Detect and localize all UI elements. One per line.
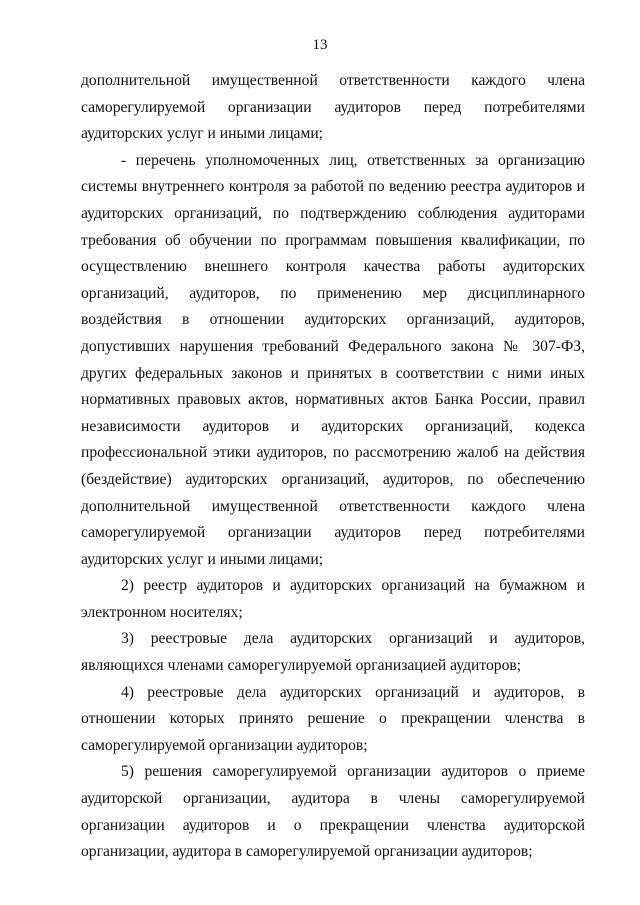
paragraph-continuation: дополнительной имущественной ответственности каждого члена саморегулируемой организации аудиторов перед потребителями аудиторских услуг и иными лицами; bbox=[81, 72, 585, 143]
paragraph-item-3: 3) реестровые дела аудиторских организаций и аудиторов, являющихся членами саморегулируемой организацией аудиторов; bbox=[81, 630, 585, 675]
page-number: 13 bbox=[312, 37, 328, 53]
paragraph-item-2: 2) реестр аудиторов и аудиторских организаций на бумажном и электронном носителях; bbox=[81, 577, 585, 621]
paragraph-item-5: 5) решения саморегулируемой организации аудиторов о приеме аудиторской организации, аудитора в члены саморегулируемой организации аудиторов и о прекращении членства аудиторской организации, аудитора в саморегулируемой организации аудиторов; bbox=[81, 763, 585, 861]
paragraph-authorized-persons-list: - перечень уполномоченных лиц, ответственных за организацию системы внутреннего контроля за работой по ведению реестра аудиторов и аудиторских организаций, по подтверждению соблюдения аудиторами требования об обучении по программам повышения квалификации, по осуществлению внешнего контроля качества работы аудиторских организаций, аудиторов, по применению мер дисциплинарного воздействия в отношении аудиторских организаций, аудиторов, допустивших нарушения требований Федерального закона № 307-ФЗ, других федеральных законов и принятых в соответствии с ними иных нормативных правовых актов, нормативных актов Банка России, правил независимости аудиторов и аудиторских организаций, кодекса профессиональной этики аудиторов, по рассмотрению жалоб на действия (бездействие) аудиторских организаций, аудиторов, по обеспечению дополнительной имущественной ответственности каждого члена саморегулируемой организации аудиторов перед потребителями аудиторских услуг и иными лицами; bbox=[81, 151, 585, 568]
document-body bbox=[81, 68, 585, 866]
paragraph-item-4: 4) реестровые дела аудиторских организаций и аудиторов, в отношении которых принято решение о прекращении членства в саморегулируемой организации аудиторов; bbox=[81, 683, 585, 754]
